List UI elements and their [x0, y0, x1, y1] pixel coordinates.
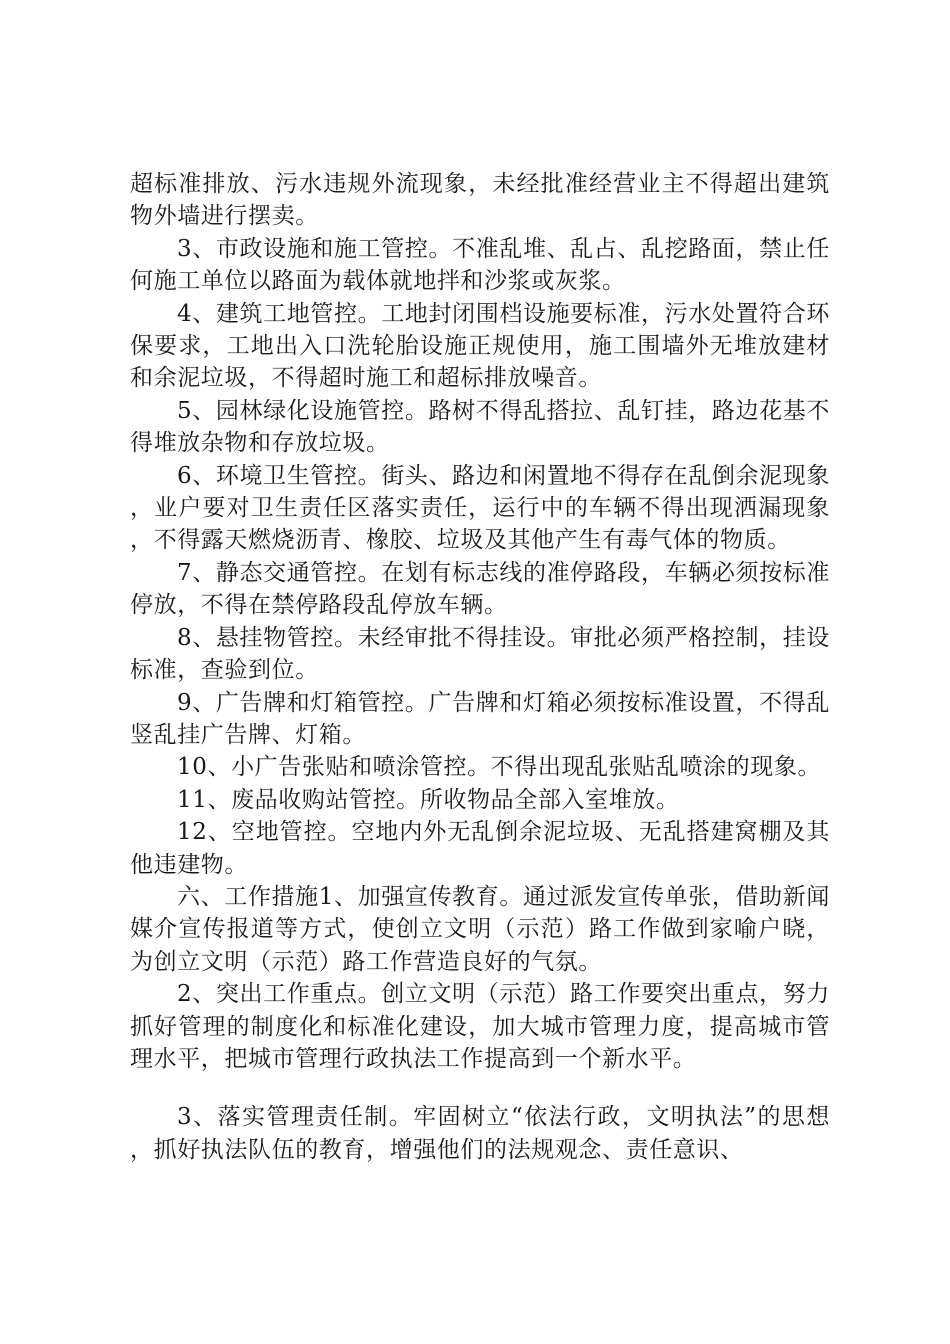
paragraph-item-10: 10、小广告张贴和喷涂管控。不得出现乱张贴乱喷涂的现象。: [177, 754, 822, 781]
paragraph-item-3: 3、市政设施和施工管控。不准乱堆、乱占、乱挖路面，禁止任何施工单位以路面为载体就地拌和沙浆或灰浆。: [130, 235, 830, 295]
paragraph-item-5: 5、园林绿化设施管控。路树不得乱搭拉、乱钉挂，路边花基不得堆放杂物和存放垃圾。: [130, 397, 830, 457]
paragraph-item-4: 4、建筑工地管控。工地封闭围档设施要标准，污水处置符合环保要求，工地出入口洗轮胎设施正规使用，施工围墙外无堆放建材和余泥垃圾，不得超时施工和超标排放噪音。: [130, 300, 830, 392]
paragraph-continuation: 超标准排放、污水违规外流现象，未经批准经营业主不得超出建筑物外墙进行摆卖。: [130, 171, 830, 230]
paragraph-item-11: 11、废品收购站管控。所收物品全部入室堆放。: [177, 786, 680, 813]
document-page: [130, 168, 830, 1166]
paragraph-item-6: 6、环境卫生管控。街头、路边和闲置地不得存在乱倒余泥现象，业户要对卫生责任区落实责任，运行中的车辆不得出现洒漏现象，不得露天燃烧沥青、橡胶、垃圾及其他产生有毒气体的物质。: [130, 462, 830, 554]
paragraph-item-8: 8、悬挂物管控。未经审批不得挂设。审批必须严格控制，挂设标准，查验到位。: [130, 624, 830, 684]
paragraph-measure-2: 2、突出工作重点。创立文明（示范）路工作要突出重点，努力抓好管理的制度化和标准化建设，加大城市管理力度，提高城市管理水平，把城市管理行政执法工作提高到一个新水平。: [130, 981, 830, 1072]
paragraph-item-12: 12、空地管控。空地内外无乱倒余泥垃圾、无乱搭建窝棚及其他违建物。: [130, 819, 830, 878]
paragraph-item-9: 9、广告牌和灯箱管控。广告牌和灯箱必须按标准设置，不得乱竖乱挂广告牌、灯箱。: [130, 689, 830, 748]
paragraph-section-6-measures: 六、工作措施1、加强宣传教育。通过派发宣传单张，借助新闻媒介宣传报道等方式，使创立文明（示范）路工作做到家喻户晓，为创立文明（示范）路工作营造良好的气氛。: [130, 883, 830, 975]
paragraph-measure-3: 3、落实管理责任制。牢固树立“依法行政，文明执法”的思想，抓好执法队伍的教育，增强他们的法规观念、责任意识、: [130, 1104, 830, 1163]
paragraph-item-7: 7、静态交通管控。在划有标志线的准停路段，车辆必须按标准停放，不得在禁停路段乱停放车辆。: [130, 559, 830, 619]
